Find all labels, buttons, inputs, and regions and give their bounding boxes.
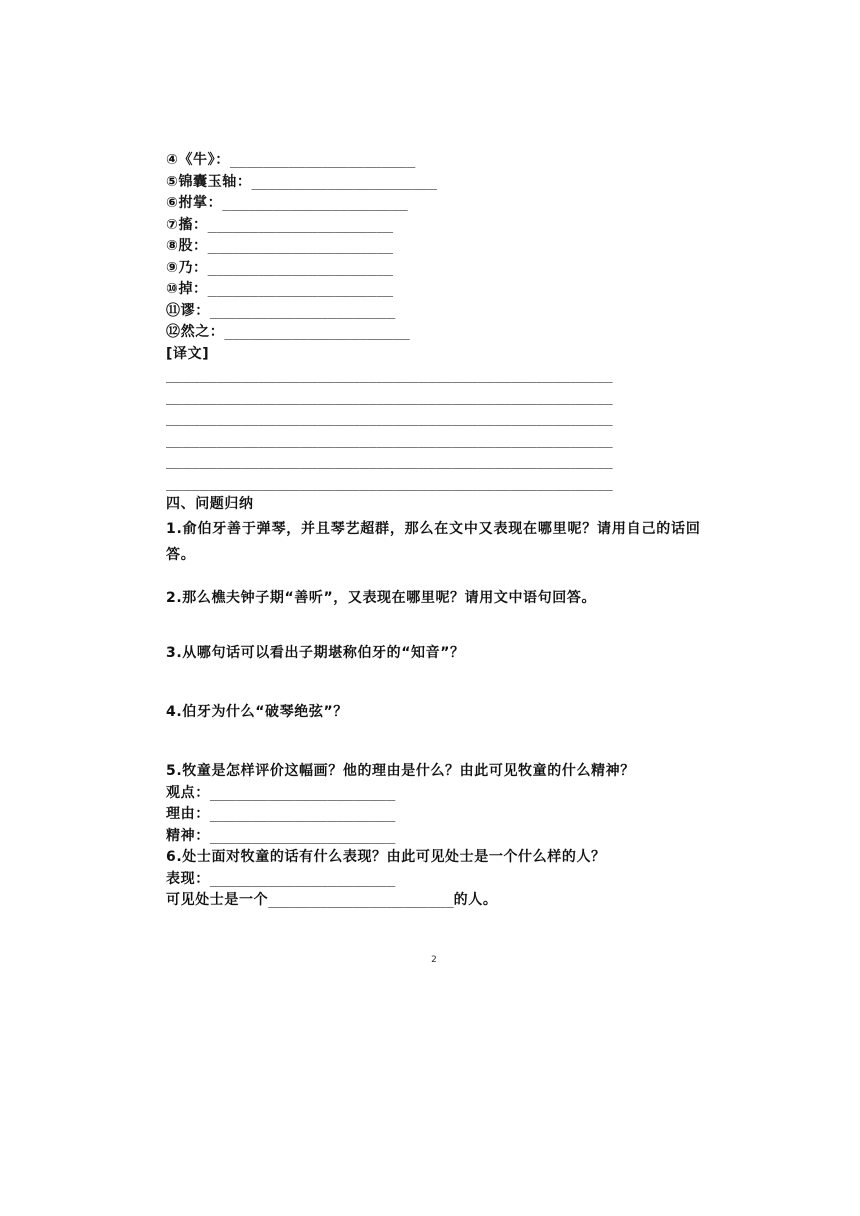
answer-blank[interactable]: ______________________ xyxy=(207,259,394,276)
translation-blank-line[interactable]: _____________________________________________________ xyxy=(166,388,613,405)
term-label: ⑧股： xyxy=(166,238,208,254)
field-label: 理由： xyxy=(166,806,210,822)
page-number: 2 xyxy=(431,955,437,965)
field-label: 表现： xyxy=(166,870,210,887)
question-section xyxy=(166,494,706,912)
answer-blank[interactable]: ______________________ xyxy=(224,324,410,340)
term-row xyxy=(166,279,706,301)
term-label: ④《牛》： xyxy=(166,152,230,168)
translation-section xyxy=(166,344,706,495)
answer-blank[interactable]: ______________________ xyxy=(209,827,396,844)
answer-blank[interactable]: ______________________ xyxy=(229,152,416,168)
translation-blank-line[interactable]: _____________________________________________________ xyxy=(166,474,613,491)
answer-blank[interactable]: ______________________ xyxy=(209,870,396,887)
answer-row xyxy=(166,783,706,805)
term-label: ⑪谬： xyxy=(166,302,210,319)
question-5: 5.牧童是怎样评价这幅画？他的理由是什么？由此可见牧童的什么精神？ xyxy=(166,763,635,779)
term-row xyxy=(166,301,706,323)
answer-blank[interactable]: ______________________ xyxy=(207,281,394,297)
worksheet-page xyxy=(166,150,706,912)
question-2: 2.那么樵夫钟子期“善听”，又表现在哪里呢？请用文中语句回答。 xyxy=(166,589,597,606)
conclusion-suffix: 的人。 xyxy=(453,892,498,908)
translation-blank-line[interactable]: _____________________________________________________ xyxy=(166,453,613,469)
term-label: ⑤锦囊玉轴： xyxy=(166,173,252,190)
answer-blank[interactable]: ______________________ xyxy=(209,806,396,822)
answer-blank[interactable]: ______________________ xyxy=(207,238,394,254)
term-row xyxy=(166,236,706,258)
translation-blank-line[interactable]: _____________________________________________________ xyxy=(166,367,613,383)
term-row xyxy=(166,150,706,172)
conclusion-row xyxy=(166,890,706,912)
term-label: ⑨乃： xyxy=(166,259,208,276)
translation-blank-line[interactable]: _____________________________________________________ xyxy=(166,431,613,448)
question-6: 6.处士面对牧童的话有什么表现？由此可见处士是一个什么样的人？ xyxy=(166,849,606,865)
translation-heading: [译文] xyxy=(166,345,210,362)
question-1: 1.俞伯牙善于弹琴，并且琴艺超群，那么在文中又表现在哪里呢？请用自己的话回答。 xyxy=(166,520,701,563)
answer-blank[interactable]: ______________________ xyxy=(209,784,396,801)
question-4: 4.伯牙为什么“破琴绝弦”？ xyxy=(166,703,348,720)
term-list xyxy=(166,150,706,344)
section-heading: 四、问题归纳 xyxy=(166,496,254,512)
answer-blank[interactable]: ______________________ xyxy=(222,195,408,211)
answer-row xyxy=(166,869,706,891)
term-label: ⑫然之： xyxy=(166,324,225,340)
term-label: ⑩掉： xyxy=(166,281,208,297)
term-label: ⑦搐： xyxy=(166,216,208,233)
answer-row xyxy=(166,804,706,826)
term-row xyxy=(166,215,706,237)
term-row xyxy=(166,258,706,280)
answer-row xyxy=(166,826,706,848)
field-label: 精神： xyxy=(166,827,210,844)
answer-blank[interactable]: ______________________ xyxy=(268,892,454,908)
term-label: ⑥拊掌： xyxy=(166,195,223,211)
term-row xyxy=(166,193,706,215)
field-label: 观点： xyxy=(166,784,210,801)
term-row xyxy=(166,322,706,344)
answer-blank[interactable]: ______________________ xyxy=(209,302,396,319)
answer-blank[interactable]: ______________________ xyxy=(251,173,437,190)
conclusion-prefix: 可见处士是一个 xyxy=(166,892,269,908)
term-row xyxy=(166,172,706,194)
question-3: 3.从哪句话可以看出子期堪称伯牙的“知音”？ xyxy=(166,645,465,661)
translation-blank-line[interactable]: _____________________________________________________ xyxy=(166,410,613,426)
answer-blank[interactable]: ______________________ xyxy=(207,216,394,233)
